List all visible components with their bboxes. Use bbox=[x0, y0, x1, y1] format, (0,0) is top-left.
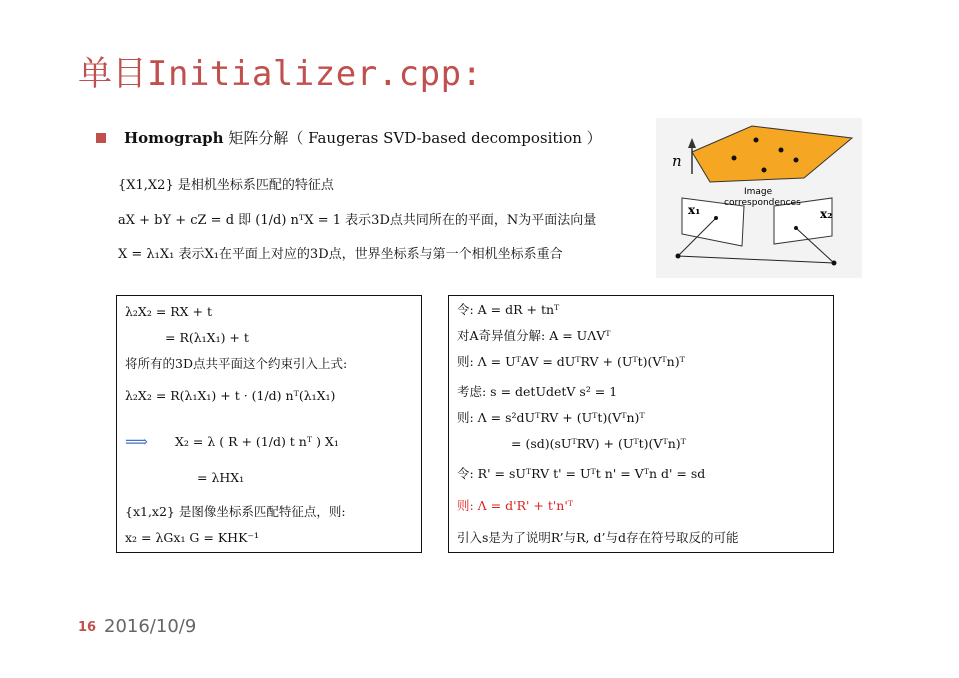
left-line-8: x₂ = λGx₁ G = KHK⁻¹ bbox=[125, 530, 260, 545]
right-line-5: 则: Λ = s²dUᵀRV + (Uᵀt)(Vᵀn)ᵀ bbox=[457, 410, 645, 425]
normal-label: n bbox=[672, 152, 682, 170]
right-line-2: 对A奇异值分解: A = UΛVᵀ bbox=[457, 328, 611, 343]
bullet-heading bbox=[124, 127, 602, 148]
homography-diagram bbox=[656, 118, 862, 278]
right-derivation-box bbox=[448, 295, 834, 553]
right-line-9: 引入s是为了说明R’与R, d’与d存在符号取反的可能 bbox=[457, 530, 739, 545]
bullet-heading-rest: 矩阵分解（ Faugeras SVD-based decomposition ） bbox=[223, 129, 602, 147]
right-line-4: 考虑: s = detUdetV s² = 1 bbox=[457, 384, 618, 399]
right-line-3: 则: Λ = UᵀAV = dUᵀRV + (Uᵀt)(Vᵀn)ᵀ bbox=[457, 354, 685, 369]
slide-title: 单目Initializer.cpp: bbox=[78, 54, 483, 94]
left-line-1: λ₂X₂ = RX + t bbox=[125, 304, 213, 319]
left-derivation-box bbox=[116, 295, 422, 553]
homography-figure bbox=[656, 118, 862, 278]
bullet-square-icon bbox=[96, 133, 106, 143]
intro-line-2: aX + bY + cZ = d 即 (1/d) nᵀX = 1 表示3D点共同所在的平面，N为平面法向量 bbox=[118, 213, 597, 228]
left-line-7: {x1,x2} 是图像坐标系匹配特征点，则: bbox=[125, 504, 346, 519]
left-line-6: = λHX₁ bbox=[197, 470, 245, 485]
page-number: 16 bbox=[78, 620, 97, 635]
left-line-2: = R(λ₁X₁) + t bbox=[165, 330, 249, 345]
left-line-3: 将所有的3D点共平面这个约束引入上式: bbox=[125, 356, 348, 371]
slide-date: 2016/10/9 bbox=[104, 616, 197, 637]
right-line-6: = (sd)(sUᵀRV) + (Uᵀt)(Vᵀn)ᵀ bbox=[511, 436, 686, 451]
x1-label: x₁ bbox=[688, 203, 701, 217]
right-line-7: 令: R' = sUᵀRV t' = Uᵀt n' = Vᵀn d' = sd bbox=[457, 466, 706, 481]
intro-line-3: X = λ₁X₁ 表示X₁在平面上对应的3D点，世界坐标系与第一个相机坐标系重合 bbox=[118, 247, 563, 262]
left-line-4: λ₂X₂ = R(λ₁X₁) + t · (1/d) nᵀ(λ₁X₁) bbox=[125, 388, 336, 403]
implies-arrow-icon: ⟹ bbox=[125, 432, 148, 451]
x2-label: x₂ bbox=[820, 207, 833, 221]
caption-line2: correspondences bbox=[724, 198, 801, 208]
bullet-heading-strong: Homograph bbox=[124, 129, 224, 147]
right-line-8: 则: Λ = d'R' + t'n'ᵀ bbox=[457, 498, 574, 513]
intro-line-1: {X1,X2} 是相机坐标系匹配的特征点 bbox=[118, 178, 334, 193]
caption-line1: Image bbox=[744, 187, 773, 197]
right-line-1: 令: A = dR + tnᵀ bbox=[457, 302, 560, 317]
left-line-5: X₂ = λ ( R + (1/d) t nᵀ ) X₁ bbox=[175, 434, 339, 449]
